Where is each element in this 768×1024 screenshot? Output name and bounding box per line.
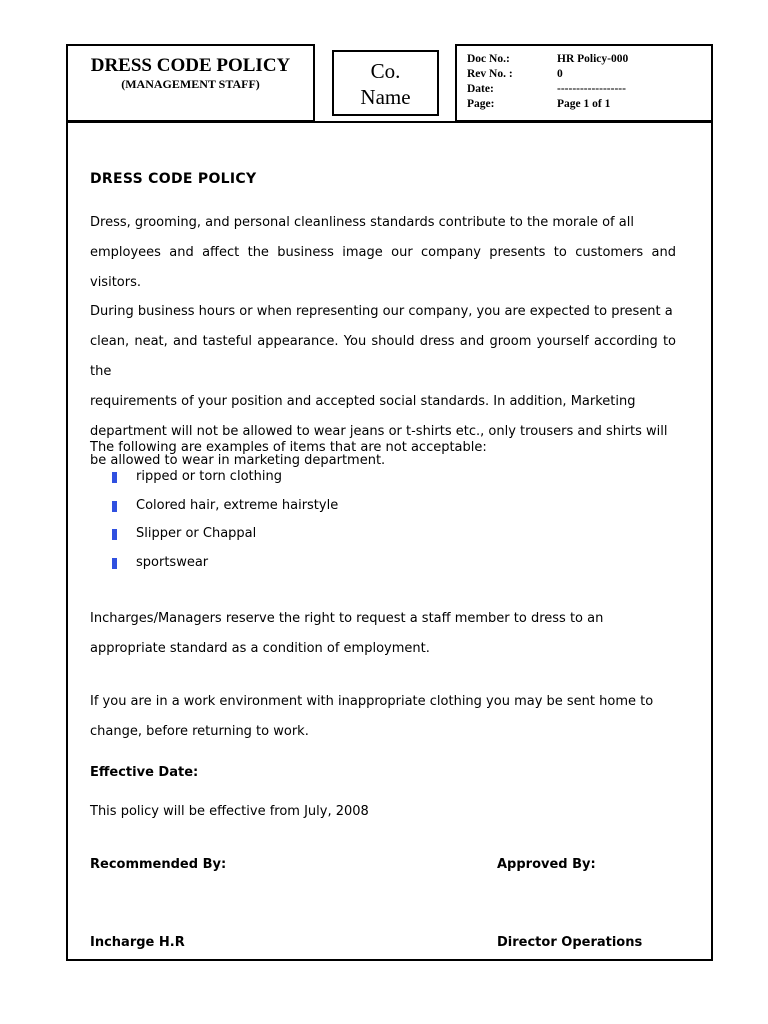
effective-date-label: Effective Date: bbox=[90, 765, 199, 780]
intro-paragraph bbox=[90, 208, 676, 476]
paragraph-line: change, before returning to work. bbox=[90, 723, 309, 739]
doc-info-value: Page 1 of 1 bbox=[557, 98, 611, 110]
paragraph-line: If you are in a work environment with inappropriate clothing you may be sent home to bbox=[90, 694, 654, 709]
recommended-by-label: Recommended By: bbox=[90, 857, 227, 872]
section-heading: DRESS CODE POLICY bbox=[90, 171, 257, 187]
policy-subtitle: (MANAGEMENT STAFF) bbox=[121, 77, 260, 91]
square-bullet-icon bbox=[112, 558, 117, 569]
company-name-line2: Name bbox=[360, 85, 411, 109]
list-item-text: Colored hair, extreme hairstyle bbox=[136, 498, 339, 513]
doc-info-label: Date: bbox=[467, 83, 494, 95]
paragraph-line: be allowed to wear in marketing department. bbox=[90, 453, 386, 469]
company-name-block bbox=[332, 50, 439, 116]
doc-info-block bbox=[455, 44, 713, 122]
paragraph-line: department will not be allowed to wear jeans or t-shirts etc., only trousers and shirts will bbox=[90, 423, 668, 439]
square-bullet-icon bbox=[112, 529, 117, 540]
list-item-text: Slipper or Chappal bbox=[136, 526, 257, 541]
policy-title-block bbox=[66, 44, 315, 122]
doc-info-value: 0 bbox=[557, 68, 563, 80]
square-bullet-icon bbox=[112, 501, 117, 512]
managers-paragraph bbox=[90, 604, 676, 664]
doc-info-label: Rev No. : bbox=[467, 68, 513, 80]
list-intro: The following are examples of items that are not acceptable: bbox=[90, 440, 487, 455]
list-item-text: ripped or torn clothing bbox=[136, 469, 282, 484]
list-item-text: sportswear bbox=[136, 555, 209, 570]
paragraph-line: requirements of your position and accepted social standards. In addition, Marketing bbox=[90, 393, 636, 409]
recommended-by-name: Incharge H.R bbox=[90, 935, 185, 950]
paragraph-line: clean, neat, and tasteful appearance. You should dress and groom yourself according to the bbox=[90, 334, 676, 379]
paragraph-line: Incharges/Managers reserve the right to request a staff member to dress to an bbox=[90, 611, 604, 626]
square-bullet-icon bbox=[112, 472, 117, 483]
policy-title: DRESS CODE POLICY bbox=[90, 55, 291, 76]
paragraph-line: employees and affect the business image our company presents to customers and visitors. bbox=[90, 244, 676, 290]
doc-info-value: ------------------ bbox=[557, 83, 626, 95]
paragraph-line: During business hours or when representing our company, you are expected to present a bbox=[90, 304, 673, 320]
doc-info-label: Doc No.: bbox=[467, 53, 510, 65]
environment-paragraph bbox=[90, 687, 676, 747]
paragraph-line: Dress, grooming, and personal cleanliness standards contribute to the morale of all bbox=[90, 215, 634, 230]
approved-by-label: Approved By: bbox=[497, 857, 596, 872]
company-name-line1: Co. bbox=[370, 59, 401, 83]
approved-by-name: Director Operations bbox=[497, 935, 643, 950]
paragraph-line: appropriate standard as a condition of employment. bbox=[90, 640, 430, 656]
effective-date-text: This policy will be effective from July, 2008 bbox=[90, 804, 369, 819]
doc-info-label: Page: bbox=[467, 98, 495, 110]
doc-info-value: HR Policy-000 bbox=[557, 53, 629, 65]
